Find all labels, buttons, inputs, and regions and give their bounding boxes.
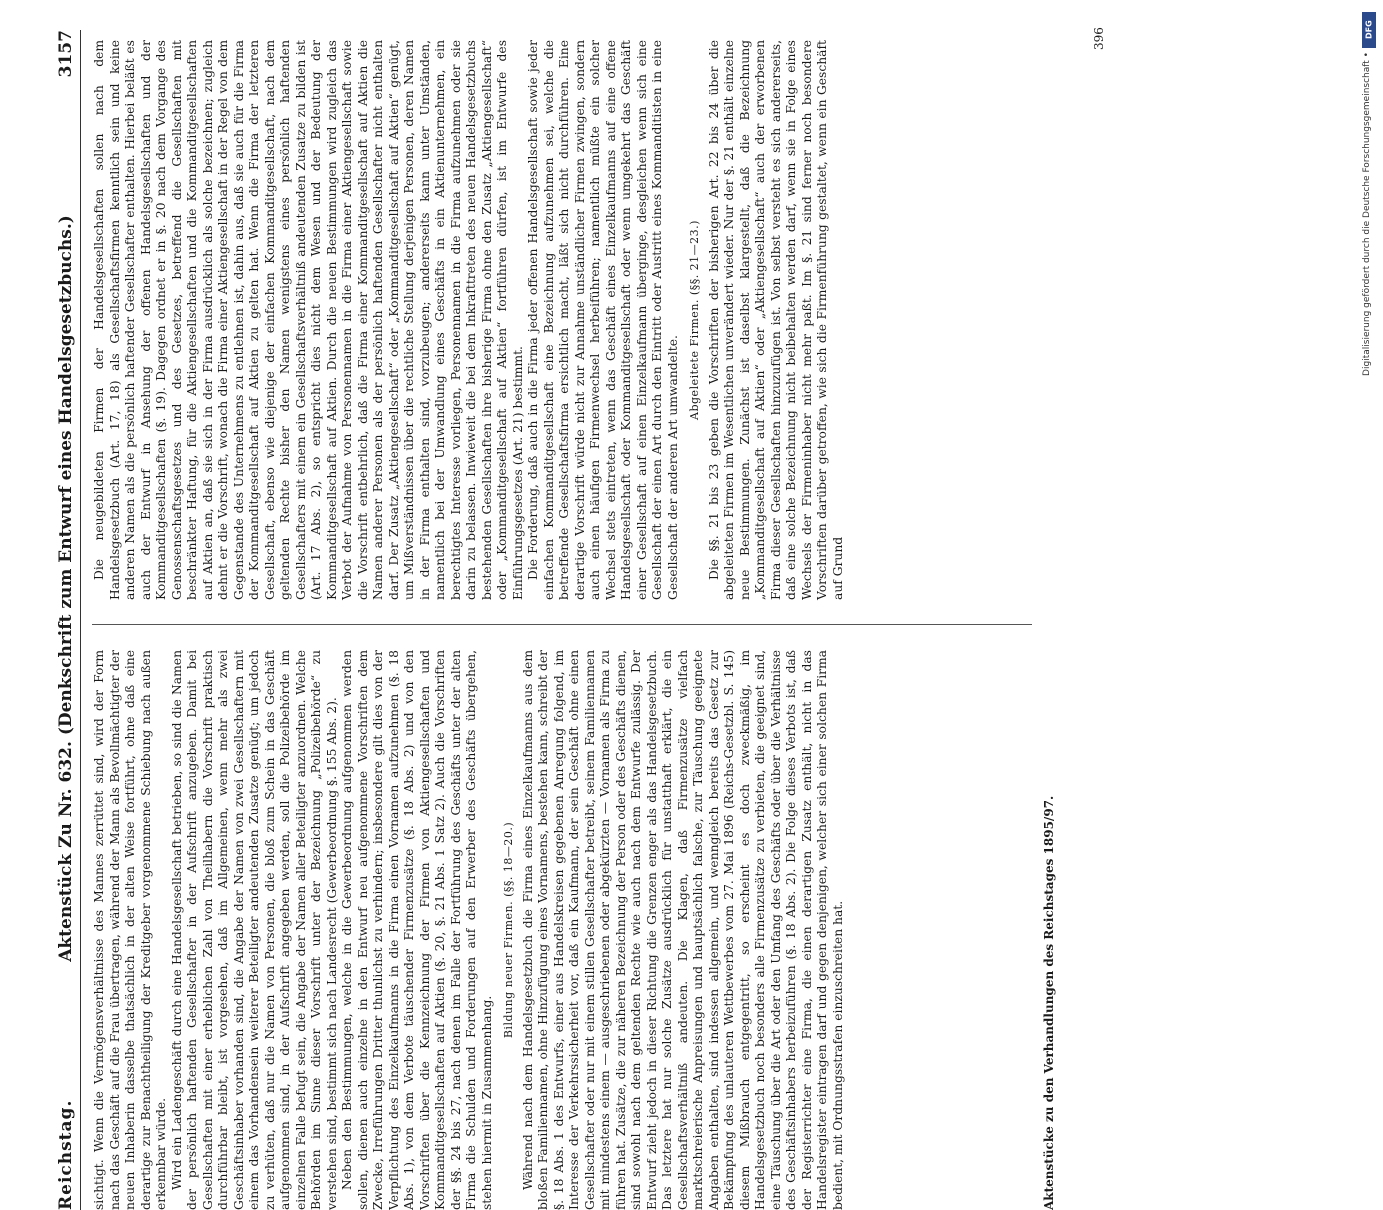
paragraph: Wird ein Ladengeschäft durch eine Handelsgesellschaft betrieben, so sind die Namen der persönlich haftenden Gesellschafter in der Aufschrift anzugeben. Damit bei Gesellschaften mit einer erheblichen Zahl von Theilhabern die Vorschrift praktisch durchführbar bleibt, ist vorgesehen, daß im Allgemeinen, wenn mehr als zwei Geschäftsinhaber vorhanden sind, die Angabe der Namen von zwei Gesellschaftern mit einem das Vorhandensein weiterer Beteiligter andeutenden Zusatze genügt; um jedoch zu verhüten, daß nur die Namen von Personen, die bloß zum Schein in das Geschäft aufgenommen sind, in der Aufschrift angegeben werden, soll die Polizeibehörde im einzelnen Falle befugt sein, die Angabe der Namen aller Beteiligter anzuordnen. Welche Behörden im Sinne dieser Vorschrift unter der Bezeichnung „Polizeibehörde“ zu verstehen sind, bestimmt sich nach Landesrecht (Gewerbeordnung §. 155 Abs. 2). [169, 650, 339, 1210]
section-subheading: Bildung neuer Firmen. (§§. 18—20.) [502, 821, 515, 1039]
section-subheading: Abgeleitete Firmen. (§§. 21—23.) [688, 220, 701, 420]
paragraph: sichtigt. Wenn die Vermögensverhältnisse des Mannes zerrüttet sind, wird der Form nach das Geschäft auf die Frau übertragen, während der Mann als Bevollmächtigter der neuen Inhaberin dasselbe thatsächlich in der alten Weise fortführt, ohne daß eine derartige zur Benachtheiligung der Kreditgeber vorgenommene Schiebung nach außen erkennbar würde. [92, 650, 168, 1210]
left-column [92, 650, 846, 1210]
sheet-number: 396 [1092, 27, 1106, 50]
page-header [52, 30, 81, 1210]
paragraph: Die §§. 21 bis 23 geben die Vorschriften der bisherigen Art. 22 bis 24 über die abgeleiteten Firmen im Wesentlichen unverändert wieder. Nur der §. 21 enthält einzelne neue Bestimmungen. Zunächst ist daselbst klargestellt, daß die Bezeichnung „Kommanditgesellschaft auf Aktien“ oder „Aktiengesellschaft“ auch der erworbenen Firma dieser Gesellschaften hinzuzufügen ist. Von selbst versteht es sich andererseits, daß eine solche Bezeichnung nicht beibehalten werden darf, wenn sie in Folge eines Wechsels der Firmeninhaber nicht mehr paßt. Im §. 21 sind ferner noch besondere Vorschriften darüber getroffen, wie sich die Firmenführung gestaltet, wenn ein Geschäft auf Grund [706, 40, 845, 600]
page-footer: Aktenstücke zu den Verhandlungen des Reichstages 1895/97. [1042, 795, 1056, 1210]
paragraph: Die neugebildeten Firmen der Handelsgesellschaften sollen nach dem Handelsgesetzbuch (Art. 17, 18) als Gesellschaftsfirmen kenntlich sein und keine anderen Namen als die persönlich haftender Gesellschafter enthalten. Hierbei beläßt es auch der Entwurf in Ansehung der offenen Handelsgesellschaften und der Kommanditgesellschaften (§. 19). Dagegen ordnet er in §. 20 nach dem Vorgange des Genossenschaftsgesetzes und des Gesetzes, betreffend die Gesellschaften mit beschränkter Haftung, für die Aktiengesellschaften und die Kommanditgesellschaften auf Aktien an, daß sie sich in der Firma ausdrücklich als solche bezeichnen; zugleich dehnt er die Vorschrift, wonach die Firma einer Aktiengesellschaft in der Regel von dem Gegenstande des Unternehmens zu entlehnen ist, dahin aus, daß sie auch für die Firma der Kommanditgesellschaft auf Aktien zu gelten hat. Wenn die Firma der letzteren Gesellschaft, ebenso wie diejenige der einfachen Kommanditgesellschaft, nach dem geltenden Rechte bisher den Namen wenigstens eines persönlich haftenden Gesellschafters mit einem ein Gesellschaftsverhältniß andeutenden Zusatze zu bilden ist (Art. 17 Abs. 2), so entspricht dies nicht dem Wesen und der Bedeutung der Kommanditgesellschaft auf Aktien. Durch die neuen Bestimmungen wird zugleich das Verbot der Aufnahme von Personennamen in die Firma einer Aktiengesellschaft sowie die Vorschrift entbehrlich, daß die Firma einer Kommanditgesellschaft auf Aktien die Namen anderer Personen als der persönlich haftenden Gesellschafter nicht enthalten darf. Der Zusatz „Aktiengesellschaft“ oder „Kommanditgesellschaft auf Aktien“ genügt, um Mißverständnissen über die rechtliche Stellung derjenigen Personen, deren Namen in der Firma enthalten sind, vorzubeugen; andererseits kann unter Umständen, namentlich bei der Umwandlung eines Geschäfts in ein Aktienunternehmen, ein berechtigtes Interesse vorliegen, Personennamen in die Firma aufzunehmen oder sie darin zu belassen. Inwieweit die bei dem Inkrafttreten des neuen Handelsgesetzbuchs bestehenden Gesellschaften ihre bisherige Firma ohne den Zusatz „Aktiengesellschaft“ oder „Kommanditgesellschaft auf Aktien“ fortführen dürfen, ist im Entwurfe des Einführungsgesetzes (Art. 21) bestimmt. [92, 40, 525, 600]
paragraph: Während nach dem Handelsgesetzbuch die Firma eines Einzelkaufmanns aus dem bloßen Familiennamen, ohne Hinzufügung eines Vornamens, bestehen kann, schreibt der §. 18 Abs. 1 des Entwurfs, einer aus Handelskreisen gegebenen Anregung folgend, im Interesse der Verkehrssicherheit vor, daß ein Kaufmann, der sein Geschäft ohne einen Gesellschafter oder nur mit einem stillen Gesellschafter betreibt, seinem Familiennamen mit mindestens einem — ausgeschriebenen oder abgekürzten — Vornamen als Firma zu führen hat. Zusätze, die zur näheren Bezeichnung der Person oder des Geschäfts dienen, sind sowohl nach dem geltenden Rechte wie auch nach dem Entwurfe zulässig. Der Entwurf zieht jedoch in dieser Richtung die Grenzen enger als das Handelsgesetzbuch. Das letztere hat nur solche Zusätze ausdrücklich für unstatthaft erklärt, die ein Gesellschaftsverhältniß andeuten. Die Klagen, daß Firmenzusätze vielfach marktschreierische Anpreisungen und hauptsächlich falsche, zur Täuschung geeignete Angaben enthalten, sind indessen allgemein, und wenngleich bereits das Gesetz zur Bekämpfung des unlauteren Wettbewerbes vom 27. Mai 1896 (Reichs-Gesetzbl. S. 145) diesem Mißbrauch entgegentritt, so erscheint es doch zweckmäßig, im Handelsgesetzbuch noch besonders alle Firmenzusätze zu verbieten, die geeignet sind, eine Täuschung über die Art oder den Umfang des Geschäfts oder über die Verhältnisse des Geschäftsinhabers herbeizuführen (§. 18 Abs. 2). Die Folge dieses Verbots ist, daß der Registerrichter eine Firma, die einen derartigen Zusatz enthält, nicht in das Handelsregister eintragen darf und gegen denjenigen, welcher sich einer solchen Firma bedient, mit Ordnungsstrafen einzuschreiten hat. [520, 650, 845, 1210]
digitization-watermark [1362, 12, 1376, 992]
rotated-page [52, 0, 1342, 1210]
paragraph: Die Forderung, daß auch in die Firma jeder offenen Handelsgesellschaft sowie jeder einfachen Kommanditgesellschaft eine Bezeichnung aufzunehmen sei, welche die betreffende Gesellschaftsfirma ersichtlich macht, läßt sich nicht durchführen. Eine derartige Vorschrift würde nicht zur Annahme unständlicher Firmen zwingen, sondern auch einen häufigen Firmenwechsel herbeiführen; namentlich müßte ein solcher Wechsel stets eintreten, wenn das Geschäft eines Einzelkaufmanns auf eine offene Handelsgesellschaft oder Kommanditgesellschaft oder wenn umgekehrt das Geschäft einer Gesellschaft auf einen Einzelkaufmann überginge, desgleichen wenn sich eine Gesellschaft der einen Art durch den Eintritt oder Austritt eines Kommanditisten in eine Gesellschaft der anderen Art umwandelte. [526, 40, 680, 600]
column-divider [92, 624, 1032, 625]
header-page-number: 3157 [56, 30, 76, 78]
header-left: Reichstag. [56, 1099, 76, 1210]
dfg-logo: DFG [1362, 12, 1376, 48]
watermark-text: Digitalisierung gefördert durch die Deutsche Forschungsgemeinschaft • [1362, 52, 1372, 376]
right-column [92, 40, 846, 600]
paragraph: Neben den Bestimmungen, welche in die Gewerbeordnung aufgenommen werden sollen, dienen auch einzelne in den Entwurf neu aufgenommene Vorschriften dem Zwecke, Irreführungen Dritter thunlichst zu verhindern; insbesondere gilt dies von der Verpflichtung des Einzelkaufmanns in die Firma einen Vornamen aufzunehmen (§. 18 Abs. 1), von dem Verbote täuschender Firmenzusätze (§. 18 Abs. 2) und von den Vorschriften über die Kennzeichnung der Firmen von Aktiengesellschaften und Kommanditgesellschaften auf Aktien (§. 20, §. 21 Abs. 1 Satz 2). Auch die Vorschriften der §§. 24 bis 27, nach denen im Falle der Fortführung des Geschäfts unter der alten Firma die Schulden und Forderungen auf den Erwerber des Geschäfts übergehen, stehen hiermit in Zusammenhang. [340, 650, 494, 1210]
header-title: Aktenstück Zu Nr. 632. (Denkschrift zum Entwurf eines Handelsgesetzbuchs.) [56, 215, 76, 962]
